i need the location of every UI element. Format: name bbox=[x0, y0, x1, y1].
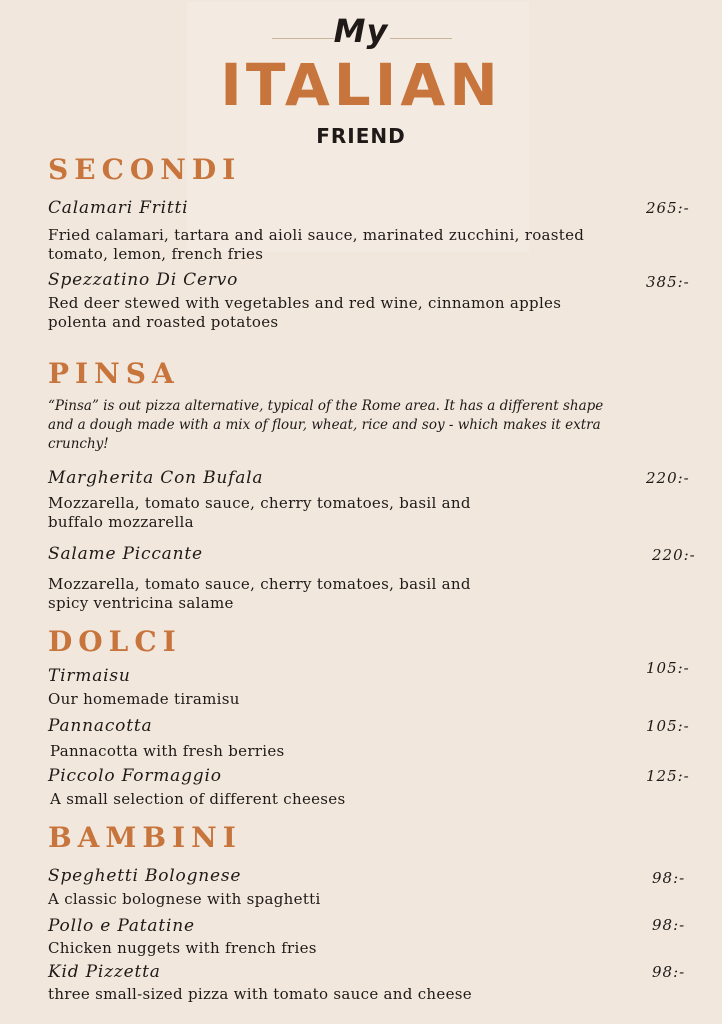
section-title-pinsa: PINSA bbox=[48, 357, 180, 390]
pinsa-intro: “Pinsa” is out pizza alternative, typical of the Rome area. It has a different shape and a dough made with a mix of flour, wheat, rice and soy - which makes it extra crunchy! bbox=[48, 398, 604, 452]
logo-my: My bbox=[333, 12, 389, 50]
dish-price: 98:- bbox=[652, 916, 686, 934]
dish-description: Mozzarella, tomato sauce, cherry tomatoes, basil and spicy ventricina salame bbox=[48, 575, 471, 612]
dish-description: Chicken nuggets with french fries bbox=[48, 939, 317, 957]
dish-name: Margherita Con Bufala bbox=[48, 468, 264, 488]
dish-name: Tirmaisu bbox=[48, 666, 131, 686]
dish-description: A small selection of different cheeses bbox=[50, 790, 346, 808]
section-title-bambini: BAMBINI bbox=[48, 821, 242, 854]
dish-price: 98:- bbox=[652, 869, 686, 887]
dish-price: 125:- bbox=[646, 767, 690, 785]
dish-price: 105:- bbox=[646, 717, 690, 735]
section-title-dolci: DOLCI bbox=[48, 625, 182, 658]
logo-friend: FRIEND bbox=[316, 124, 406, 148]
dish-price: 265:- bbox=[646, 199, 690, 217]
dish-name: Salame Piccante bbox=[48, 544, 203, 564]
dish-description: Mozzarella, tomato sauce, cherry tomatoes, basil and buffalo mozzarella bbox=[48, 494, 471, 531]
dish-price: 220:- bbox=[646, 469, 690, 487]
dish-name: Calamari Fritti bbox=[48, 198, 189, 218]
dish-price: 98:- bbox=[652, 963, 686, 981]
dish-name: Speghetti Bolognese bbox=[48, 866, 242, 886]
dish-name: Pollo e Patatine bbox=[48, 916, 195, 936]
dish-description: Fried calamari, tartara and aioli sauce, marinated zucchini, roasted tomato, lemon, french fries bbox=[48, 226, 585, 263]
dish-description: A classic bolognese with spaghetti bbox=[48, 890, 321, 908]
dish-description: three small-sized pizza with tomato sauce and cheese bbox=[48, 985, 472, 1003]
dish-price: 385:- bbox=[646, 273, 690, 291]
dish-name: Kid Pizzetta bbox=[48, 962, 161, 982]
dish-name: Piccolo Formaggio bbox=[48, 766, 222, 786]
dish-description: Pannacotta with fresh berries bbox=[50, 742, 285, 760]
dish-description: Red deer stewed with vegetables and red wine, cinnamon apples polenta and roasted potatoes bbox=[48, 294, 562, 331]
dish-description: Our homemade tiramisu bbox=[48, 690, 240, 708]
dish-name: Pannacotta bbox=[48, 716, 153, 736]
logo-italian: ITALIAN bbox=[220, 51, 502, 119]
dish-price: 105:- bbox=[646, 659, 690, 677]
section-title-secondi: SECONDI bbox=[48, 153, 242, 186]
dish-name: Spezzatino Di Cervo bbox=[48, 270, 239, 290]
dish-price: 220:- bbox=[652, 546, 696, 564]
